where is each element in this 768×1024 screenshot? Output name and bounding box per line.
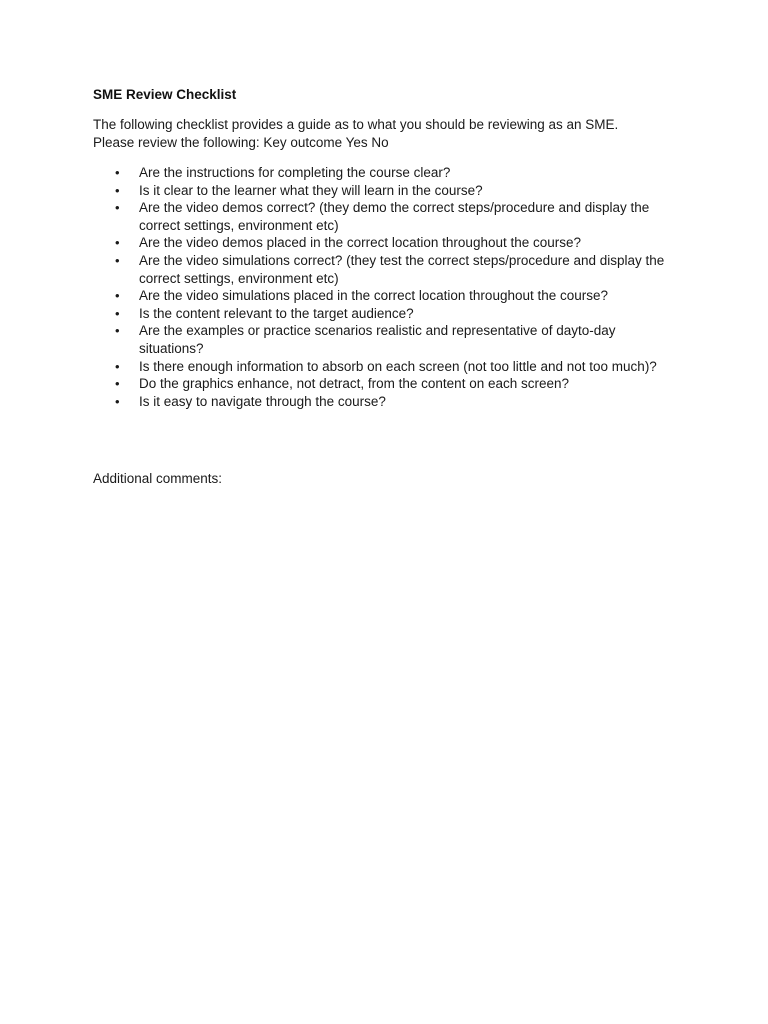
checklist-item-text: Is it easy to navigate through the course? <box>139 393 386 409</box>
bullet-icon: • <box>115 323 120 339</box>
checklist-item-text: Is it clear to the learner what they will learn in the course? <box>139 182 483 198</box>
checklist-item-text: Are the video demos placed in the correct location throughout the course? <box>139 235 582 251</box>
bullet-icon: • <box>115 393 120 409</box>
bullet-icon: • <box>115 235 120 251</box>
checklist-item <box>93 375 683 393</box>
bullet-icon: • <box>115 358 120 374</box>
bullet-icon: • <box>115 305 120 321</box>
bullet-icon: • <box>115 200 120 216</box>
checklist-item-text: Are the video demos correct? (they demo the correct steps/procedure and display the correct settings, environment etc) <box>139 200 650 233</box>
checklist-item <box>93 393 683 411</box>
checklist-item <box>93 234 683 252</box>
checklist-item <box>93 358 683 376</box>
document-title: SME Review Checklist <box>93 87 237 102</box>
intro-paragraph <box>93 116 683 151</box>
checklist-item <box>93 305 683 323</box>
intro-line: Please review the following: Key outcome Yes No <box>93 134 389 150</box>
checklist-item-text: Is there enough information to absorb on each screen (not too little and not too much)? <box>139 358 657 374</box>
checklist-item <box>93 322 683 357</box>
bullet-icon: • <box>115 288 120 304</box>
checklist-item-text: Are the instructions for completing the course clear? <box>139 165 451 180</box>
document-body <box>93 86 683 410</box>
checklist-item <box>93 199 683 234</box>
checklist-item-text: Is the content relevant to the target audience? <box>139 305 414 321</box>
checklist-item <box>93 164 683 182</box>
bullet-icon: • <box>115 252 120 268</box>
checklist-item <box>93 252 683 287</box>
additional-comments-label: Additional comments: <box>93 471 223 486</box>
bullet-icon: • <box>115 165 120 180</box>
checklist-item-text: Are the examples or practice scenarios realistic and representative of dayto-day situations? <box>139 323 616 356</box>
checklist-item-text: Do the graphics enhance, not detract, from the content on each screen? <box>139 376 570 392</box>
bullet-icon: • <box>115 376 120 392</box>
intro-line: The following checklist provides a guide as to what you should be reviewing as an SME. <box>93 117 619 132</box>
bullet-icon: • <box>115 182 120 198</box>
review-checklist <box>93 164 683 410</box>
checklist-item-text: Are the video simulations placed in the correct location throughout the course? <box>139 288 609 304</box>
checklist-item-text: Are the video simulations correct? (they test the correct steps/procedure and display the correct settings, environment etc) <box>139 252 665 286</box>
checklist-item <box>93 287 683 305</box>
checklist-item <box>93 182 683 200</box>
